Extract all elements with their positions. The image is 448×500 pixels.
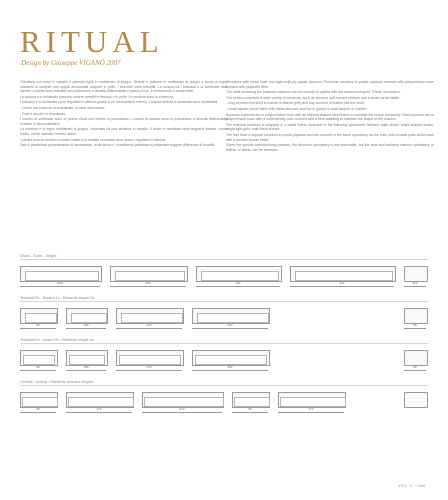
sofa-drawing [110,266,188,282]
dimension-label: 240 [20,282,100,287]
dimension-label: 96 [404,366,426,371]
paragraph: I piedini sono in metallo cromato lucido o in metallo verniciato nero opaco, regolabili in altezza. [20,137,167,142]
dimension-label: 202 [192,366,268,371]
section-label: Terminali Dx - Destro Rx - Elements simple Dx [20,338,94,342]
sofa-drawing [66,350,108,366]
paragraph: La scocca e lo schienale possono essere rivestiti in tessuto o in pelle. Le cuciture sono in evidenza. [20,94,174,99]
sofa-drawing [232,392,270,408]
dimension-label: 202 [192,324,268,329]
drawing-row [20,385,428,420]
dimension-label: 96 [20,324,56,329]
sofa-drawing [278,392,346,408]
drawing-row [20,301,428,336]
paragraph: The shell enclosing the backrest cushions can be smooth or quilted with the diamond-shaped "Ritual" decoration. [226,90,401,95]
dimension-label: 173 [66,408,132,413]
paragraph: The series comprises a wide variety of elements, such as armrest, self-service shelves and a small corner table: [226,95,400,100]
paragraph: - long armrest end shelf in marble or Barolo grey and bay covered in leather like the shell; [226,101,365,106]
side-view-drawing [404,308,428,324]
paragraph: La struttura è in legno multistrato di pioppo, rinforzata da una struttura in metallo. Il telaio è verniciato nelle seguenti finiture: cromo lucido, nichel satinato, bronzo antico. [20,127,228,136]
dimension-label: 173 [116,366,182,371]
sofa-drawing [20,392,58,408]
dimension-label: 322 [290,282,394,287]
dimension-label: 95 [232,408,268,413]
sofa-drawing [66,308,108,324]
description-italian [20,80,228,149]
sofa-drawing [192,308,270,324]
dimension-label: 262 [196,282,280,287]
drawing-row [20,259,428,294]
paragraph: - small square corner table with metal structure and top in glossy or matt lacquer or marble. [226,106,368,111]
dimension-label: 173 [116,324,182,329]
side-view-drawing [404,392,428,408]
section-label: Terminali Sx - Sinistro Lx - Elements simple Sx [20,296,95,300]
sofa-drawing [20,266,102,282]
dimension-label: 230 [110,282,186,287]
description-english [226,80,434,153]
dimension-label: 105 [66,366,106,371]
paragraph: Dato il particolare procedimento di lavorazione, la struttura e i rivestimenti potrebbero presentare leggere differenze di tonalità. [20,143,216,148]
dimension-label: 173 [278,408,344,413]
sofa-drawing [290,266,396,282]
section-sofas [20,254,428,294]
side-view-drawing [404,266,428,282]
paragraph: The feet have a support structure in poplar plywood and are covered in the same upholstery as the sofa, with a metal plate at the base with a painted bronze finish. [226,132,434,142]
section-label: Centrali - Central - Elements centraux simples [20,380,94,384]
section-central [20,380,428,420]
paragraph: *Structure with metal base and rigid multi-ply poplar plywood. Perimeter structure in poplar plywood covered with polyurethane foam bonded with polyester fibre. [226,80,434,89]
sofa-drawing [66,392,134,408]
drawing-row [20,343,428,378]
sofa-drawing [20,308,58,324]
dimension-label: 96 [404,324,426,329]
paragraph: - Divani con poltrone in coordinato, in varie dimensioni; [20,105,106,110]
dimension-label: 95 [20,408,56,413]
paragraph: The external structure is wrapped in a metal frame, available in the following galvanized finishes: satin nickel, bright shaded brown, bright light gold, matt black bronze. [226,122,434,132]
section-left-terminals [20,296,428,336]
sofa-drawing [142,392,224,408]
page-footer: VOL 3 · 080 [397,483,426,488]
dimension-label: 212 [142,408,222,413]
paragraph: *Struttura con base in metallo e pannelli rigidi in multistrato di pioppo. Sedute e poltrone in multistrato di pioppo e bordo in legno massello di toulipier con spigoli arrotondati ricoperti in pelle. I braccioli sono imbottiti. La scocca ha i braccioli e lo schienale fissi, mentre i cuscini sono imbottiti con poliuretano a densità differenziata e piuma d'oca. Il rivestimento è sfoderabile. [20,80,228,94]
sofa-drawing [196,266,282,282]
sofa-drawing [116,308,184,324]
sofa-drawing [116,350,184,366]
section-right-terminals [20,338,428,378]
paragraph: Backrest cushions are in polyurethane foam with an internal shaped steel frame to maintain the shape constantly. Seat cushions are in polyurethane foam with a multi-density core covered with a fibre wadding to maintain the shape of the cushion. [226,112,434,122]
paragraph: I cuscini di schienale sono in piuma d'oca con inserto in poliuretano, i cuscini di seduta sono in poliuretano a densità differenziata rivestito in fibra poliestere. [20,117,228,126]
paragraph: I braccioli e lo schienale sono regolabili in altezza grazie a un meccanismo interno. I cuscini seduta e schienale sono sfoderabili. [20,100,219,105]
sofa-drawing [20,350,58,366]
sofa-drawing [192,350,270,366]
product-title: RITUAL [20,24,164,59]
paragraph: Given the special manufacturing process, the structure upholstery is not removable, but the seat and backrest cushion upholstery, in leather or fabric, can be removed. [226,143,434,152]
dimension-label: 322 [404,282,426,287]
section-label: Divani - Sofas - Sièges [20,254,57,258]
paragraph: - Pouf e tavolini in coordinato. [20,111,67,116]
side-view-drawing [404,350,428,366]
dimension-label: 105 [66,324,106,329]
dimension-label: 96 [20,366,56,371]
product-subtitle: Design by Giuseppe VIGANÒ 2007 [21,59,121,67]
